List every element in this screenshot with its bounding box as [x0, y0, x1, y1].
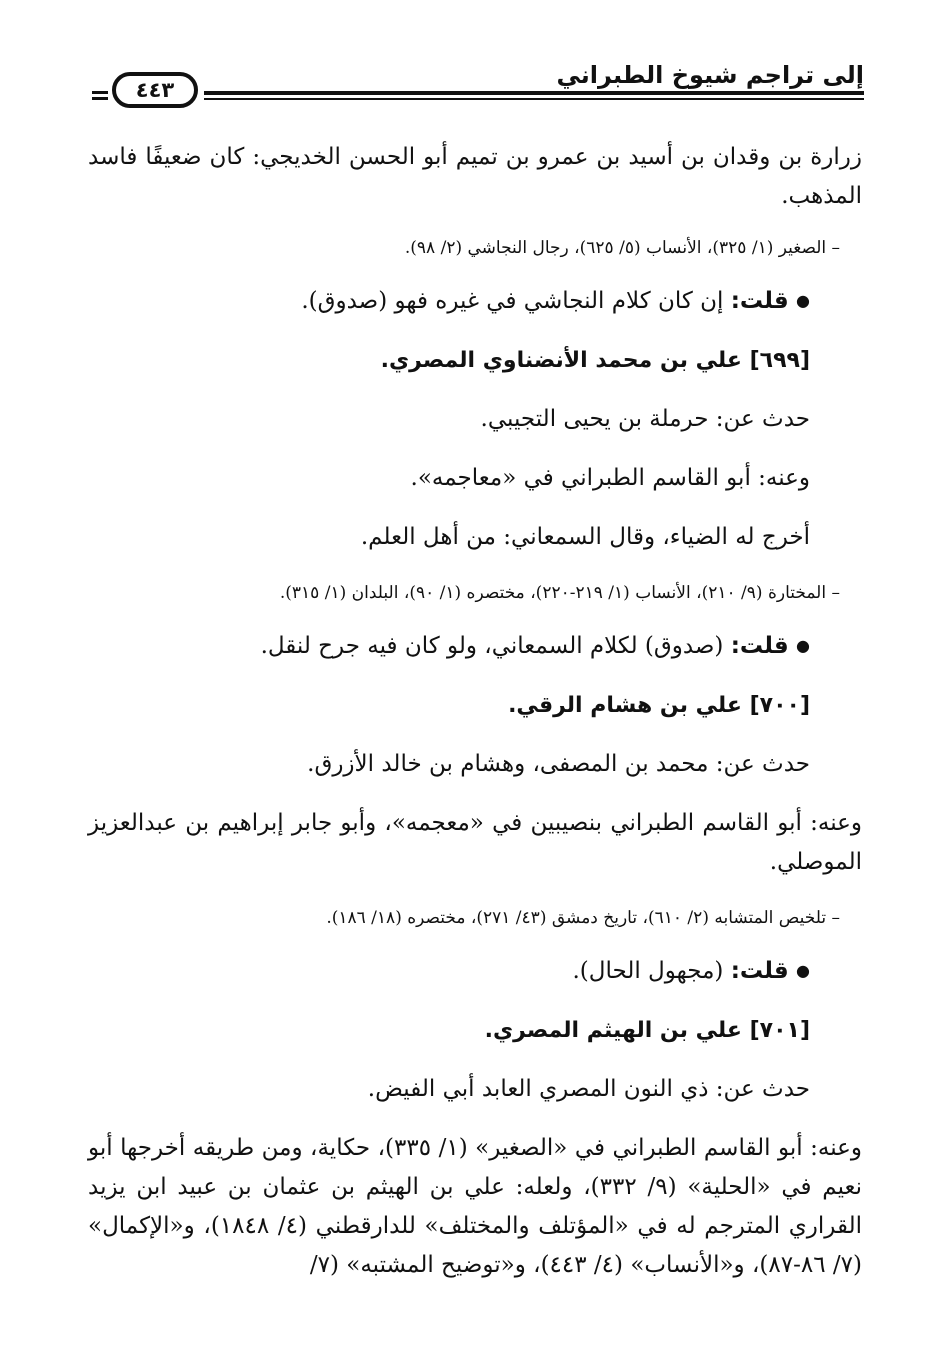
header-rule-left: [92, 91, 108, 94]
header-rule-thin: [204, 98, 864, 100]
entry-heading: [٧٠١] علي بن الهيثم المصري.: [484, 1018, 810, 1043]
qult-remark: [88, 951, 862, 991]
entry-heading: [٦٩٩] علي بن محمد الأنضناوي المصري.: [380, 348, 810, 373]
running-title: إلى تراجم شيوخ الطبراني: [556, 61, 864, 89]
source-note: – الصغير (١/ ٣٢٥)، الأنساب (٥/ ٦٢٥)، رجال النجاشي (٢/ ٩٨).: [404, 238, 840, 258]
qult-remark: [88, 626, 862, 666]
narrators-line: وعنه: أبو القاسم الطبراني في «معاجمه».: [410, 465, 810, 491]
narrators-paragraph: وعنه: أبو القاسم الطبراني في «الصغير» (١/ ٣٣٥)، حكاية، ومن طريقه أخرجها أبو نعيم في «الحلية» (٩/ ٣٣٢)، ولعله: علي بن الهيثم بن عثمان بن عبيد ابن يزيد القراري المترجم له في «المؤتلف والمختلف» للدارقطني (٤/ ١٨٤٨)، و«الإكمال» (٧/ ٨٦-٨٧)، و«الأنساب» (٤/ ٤٤٣)، و«توضيح المشتبه» (٧/: [88, 1135, 863, 1278]
header-rule-thick: [204, 91, 864, 95]
source-note: – المختارة (٩/ ٢١٠)، الأنساب (١/ ٢١٩-٢٢٠)، مختصره (١/ ٩٠)، البلدان (١/ ٣١٥).: [279, 583, 840, 603]
bullet-icon: ●: [796, 961, 810, 980]
narrators-paragraph: وعنه: أبو القاسم الطبراني بنصيبين في «معجمه»، وأبو جابر إبراهيم بن عبدالعزيز الموصلي.: [88, 810, 862, 875]
qult-text: إن كان كلام النجاشي في غيره فهو (صدوق).: [301, 288, 724, 314]
header-rule-left: [92, 97, 108, 100]
qult-label: قلت:: [730, 958, 789, 984]
page-header: [92, 60, 864, 108]
assessment-line: أخرج له الضياء، وقال السمعاني: من أهل العلم.: [360, 524, 810, 550]
bullet-icon: ●: [796, 636, 810, 655]
narrated-from-line: حدث عن: حرملة بن يحيى التجيبي.: [480, 406, 810, 432]
source-note: – تلخيص المتشابه (٢/ ٦١٠)، تاريخ دمشق (٤٣/ ٢٧١)، مختصره (١٨/ ١٨٦).: [326, 908, 840, 928]
page-body: [88, 138, 862, 1305]
narrated-from-line: حدث عن: محمد بن المصفى، وهشام بن خالد الأزرق.: [307, 751, 810, 777]
narrated-from-line: حدث عن: ذي النون المصري العابد أبي الفيض.: [367, 1076, 810, 1102]
qult-label: قلت:: [730, 288, 789, 314]
entry-heading: [٧٠٠] علي بن هشام الرقي.: [508, 693, 810, 718]
qult-text: (مجهول الحال).: [572, 958, 724, 984]
continuation-paragraph: زرارة بن وقدان بن أسيد بن عمرو بن تميم أبو الحسن الخديجي: كان ضعيفًا فاسد المذهب.: [88, 144, 862, 209]
qult-label: قلت:: [730, 633, 789, 659]
bullet-icon: ●: [796, 291, 810, 310]
page-number: ٤٤٣: [112, 72, 198, 108]
qult-text: (صدوق) لكلام السمعاني، ولو كان فيه جرح لنقل.: [260, 633, 724, 659]
qult-remark: [88, 281, 862, 321]
